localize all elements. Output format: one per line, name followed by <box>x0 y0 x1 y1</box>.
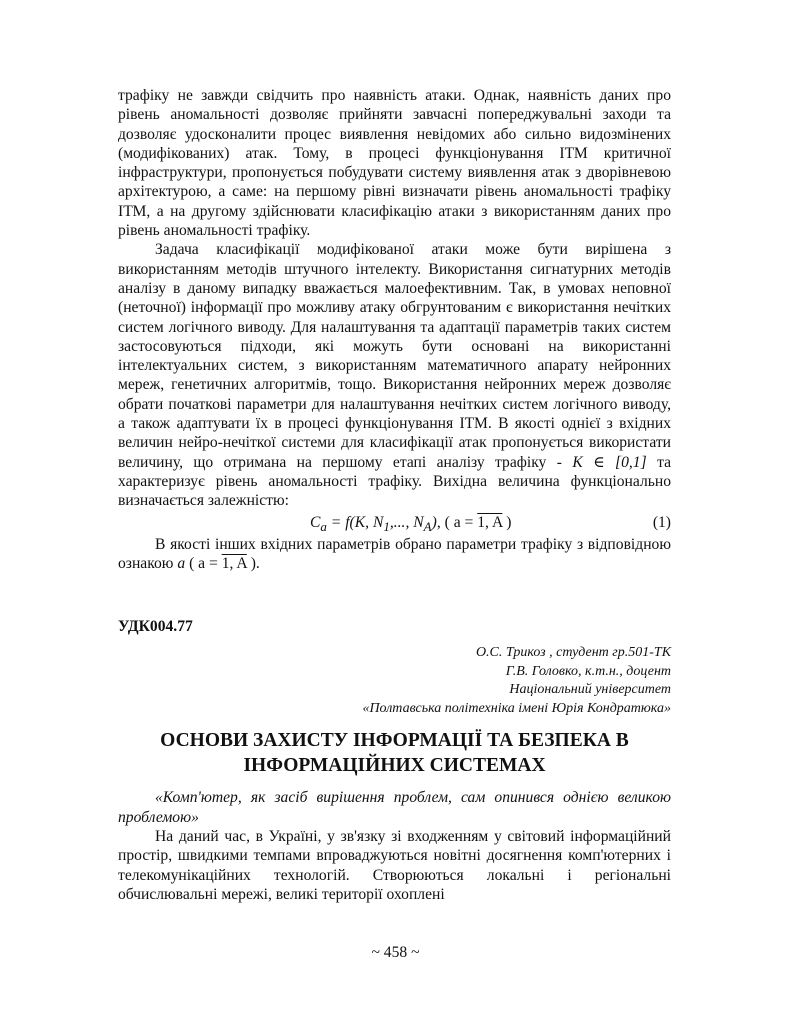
epigraph: «Комп'ютер, як засіб вирішення проблем, сам опинився однією великою проблемою» <box>118 789 671 826</box>
equation-formula: $C_a = f(K$, $N_1$,..., $N_A$), ( a = 1, A ) <box>310 513 512 534</box>
paragraph-3: В якості інших вхідних параметрів обрано параметри трафіку з відповідною ознакою a ( a = 1, A ). <box>118 535 671 572</box>
affiliation-line: Національний університет <box>509 682 671 698</box>
author-block <box>118 644 671 718</box>
equation-number: (1) <box>652 513 671 531</box>
article-title: ОСНОВИ ЗАХИСТУ ІНФОРМАЦІЇ ТА БЕЗПЕКА В ІНФОРМАЦІЙНИХ СИСТЕМАХ <box>160 730 629 777</box>
paragraph-2 <box>118 240 671 510</box>
affiliation-line: «Полтавська політехніка імені Юрія Кондратюка» <box>362 700 671 716</box>
paragraph-1: трафіку не завжди свідчить про наявність атаки. Однак, наявність даних про рівень аномальності дозволяє прийняти завчасні попереджувальні заходи та дозволяє удосконалити процес виявлення невідомих або сильно видозмінених (модифікованих) атак. Тому, в процесі функціонування ІТМ критичної інфраструктури, пропонується побудувати систему виявлення атак з дворівневою архітектурою, а саме: на першому рівні визначати рівень аномальності трафіку ІТМ, а на другому здійснювати класифікацію атаки з використанням даних про рівень аномальності трафіку. <box>118 87 671 240</box>
page-body <box>118 86 671 904</box>
udk-code: УДК004.77 <box>118 618 193 636</box>
paragraph-2-text: Задача класифікації модифікованої атаки може бути вирішена з використанням методів штучного інтелекту. Використання сигнатурних методів аналізу в даному випадку вважається малоефективним. Так, в умовах неповної (неточної) інформації про можливу атаку обгрунтованим є використання нечітких систем логічного виводу. Для налаштування та адаптації параметрів таких систем застосовуються підходи, які можуть бути основані на використанні інтелектуальних систем, з використанням математичного апарату нейронних мереж, генетичних алгоритмів, тощо. Використання нейронних мереж дозволяє обрати початкові параметри для налаштування нечітких систем логічного виводу, а також адаптувати їх в процесі функціонування ІТМ. В якості однієї з вхідних величин нейро-нечіткої системи для класифікації атак пропонується використати величину, що отримана на першому етапі аналізу трафіку - <box>118 241 671 471</box>
inline-symbol-a: a <box>177 554 186 572</box>
paragraph-4: На даний час, в Україні, у зв'язку зі входженням у світовий інформаційний простір, швидкими темпами впроваджуються новітні досягнення комп'ютерних і телекомунікаційних технологій. Створюються локальні і регіональні обчислювальні мережі, великі території охоплені <box>118 828 671 903</box>
page-number: ~ 458 ~ <box>371 944 420 961</box>
author-line: О.С. Трикоз , студент гр.501-ТК <box>475 645 671 661</box>
inline-math-k-range: K ∈ [0,1] <box>572 453 647 471</box>
author-line: Г.В. Головко, к.т.н., доцент <box>505 663 671 679</box>
paragraph-2-tail: та характеризує рівень аномальності трафіку. Вихідна величина функціонально визначається залежністю: <box>118 453 671 510</box>
equation-1 <box>118 512 671 534</box>
